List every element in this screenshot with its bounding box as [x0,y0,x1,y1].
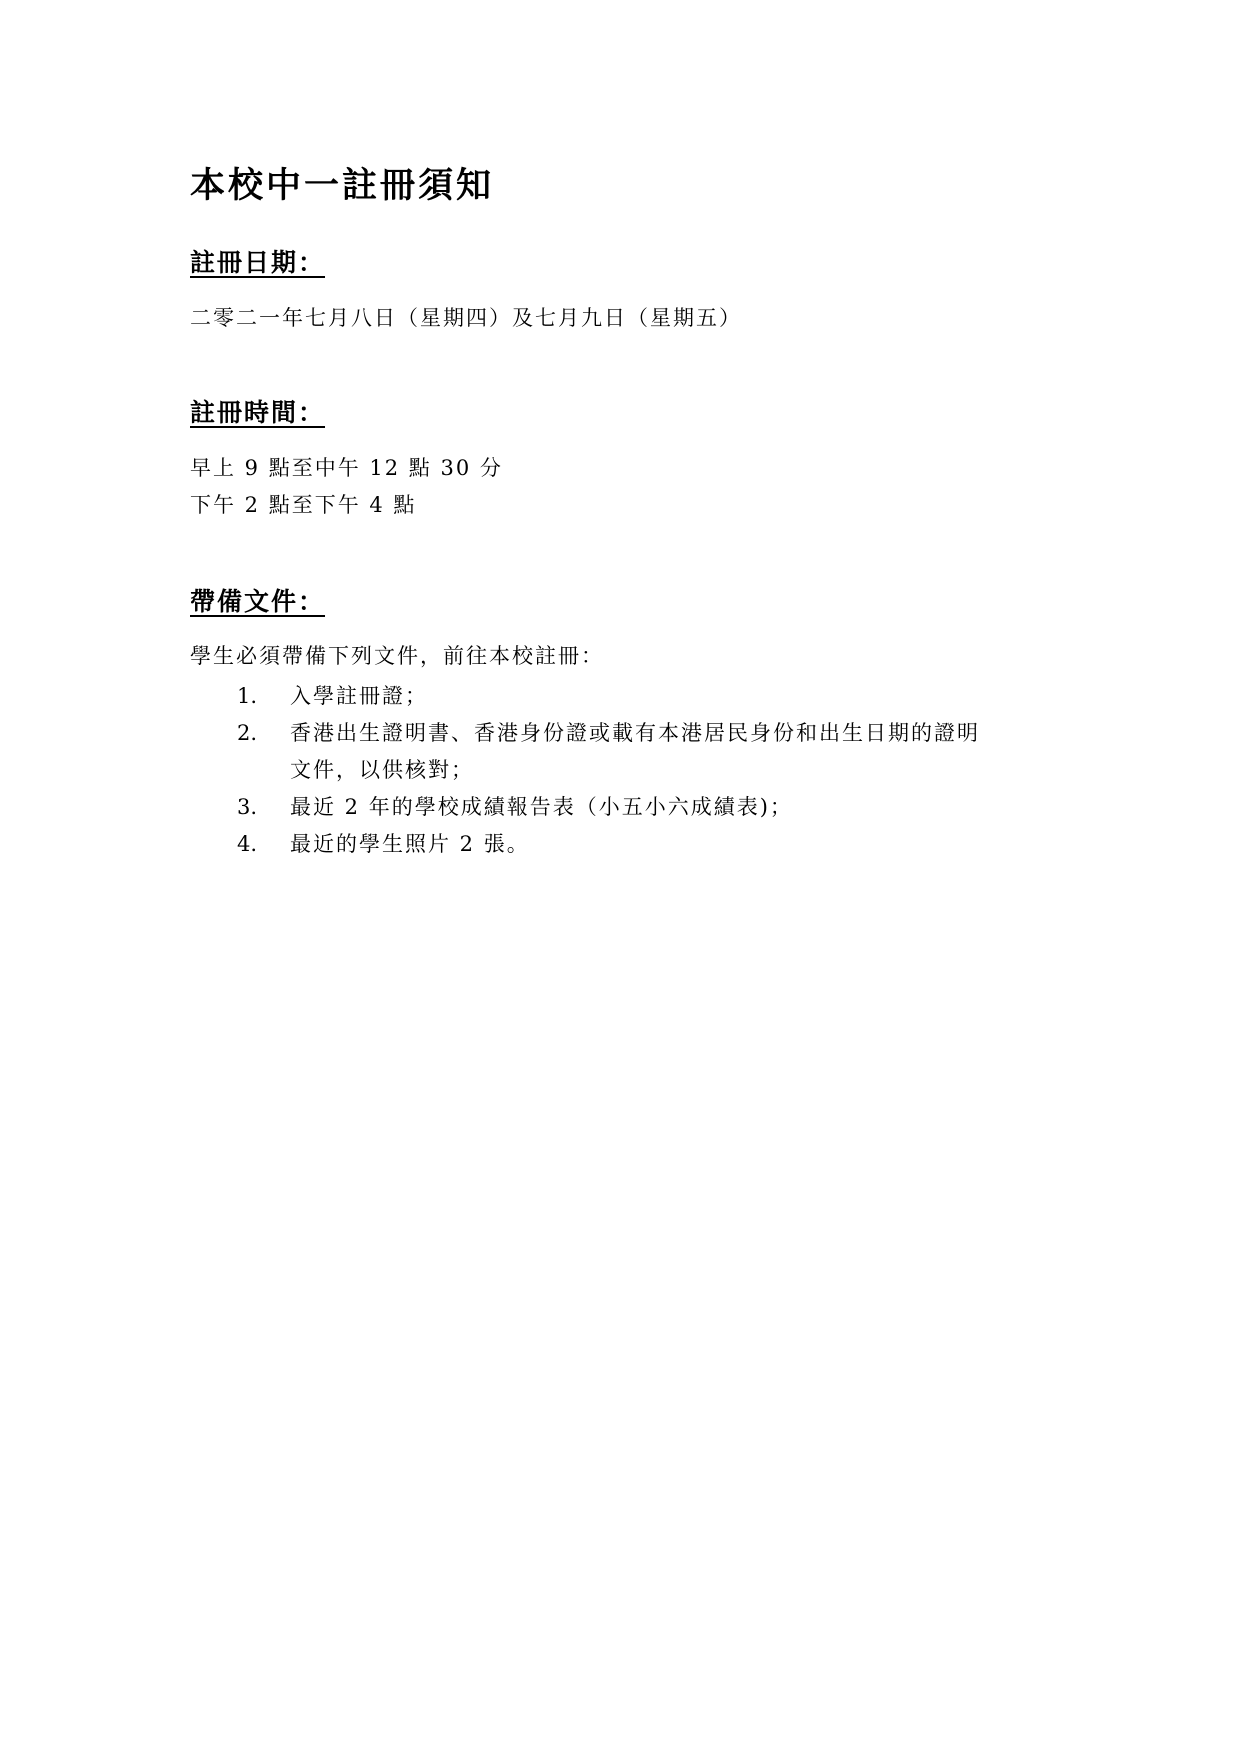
list-item-number: 4. [237,832,258,856]
list-item-number: 3. [237,795,258,819]
registration-time-afternoon: 下午 2 點至下午 4 點 [190,493,417,517]
list-item-number: 2. [237,721,258,745]
list-item-text: 最近的學生照片 2 張。 [290,832,530,856]
list-item-number: 1. [237,684,258,708]
registration-date-heading: 註冊日期： [190,248,326,277]
list-item-text: 香港出生證明書、香港身份證或載有本港居民身份和出生日期的證明 [290,721,980,745]
document-title: 本校中一註冊須知 [190,166,495,206]
documents-intro: 學生必須帶備下列文件，前往本校註冊： [190,644,604,668]
list-item [190,826,980,863]
list-item-text: 最近 2 年的學校成績報告表（小五小六成績表)； [290,795,793,819]
list-item [190,715,980,789]
list-item [190,678,980,715]
documents-list [190,678,980,863]
registration-date-text: 二零二一年七月八日（星期四）及七月九日（星期五） [190,306,742,330]
registration-time-heading: 註冊時間： [190,398,326,427]
list-item-continuation: 文件，以供核對； [290,758,474,782]
list-item [190,789,980,826]
list-item-text: 入學註冊證； [290,684,428,708]
registration-time-morning: 早上 9 點至中午 12 點 30 分 [190,456,503,480]
documents-heading: 帶備文件： [190,587,326,616]
